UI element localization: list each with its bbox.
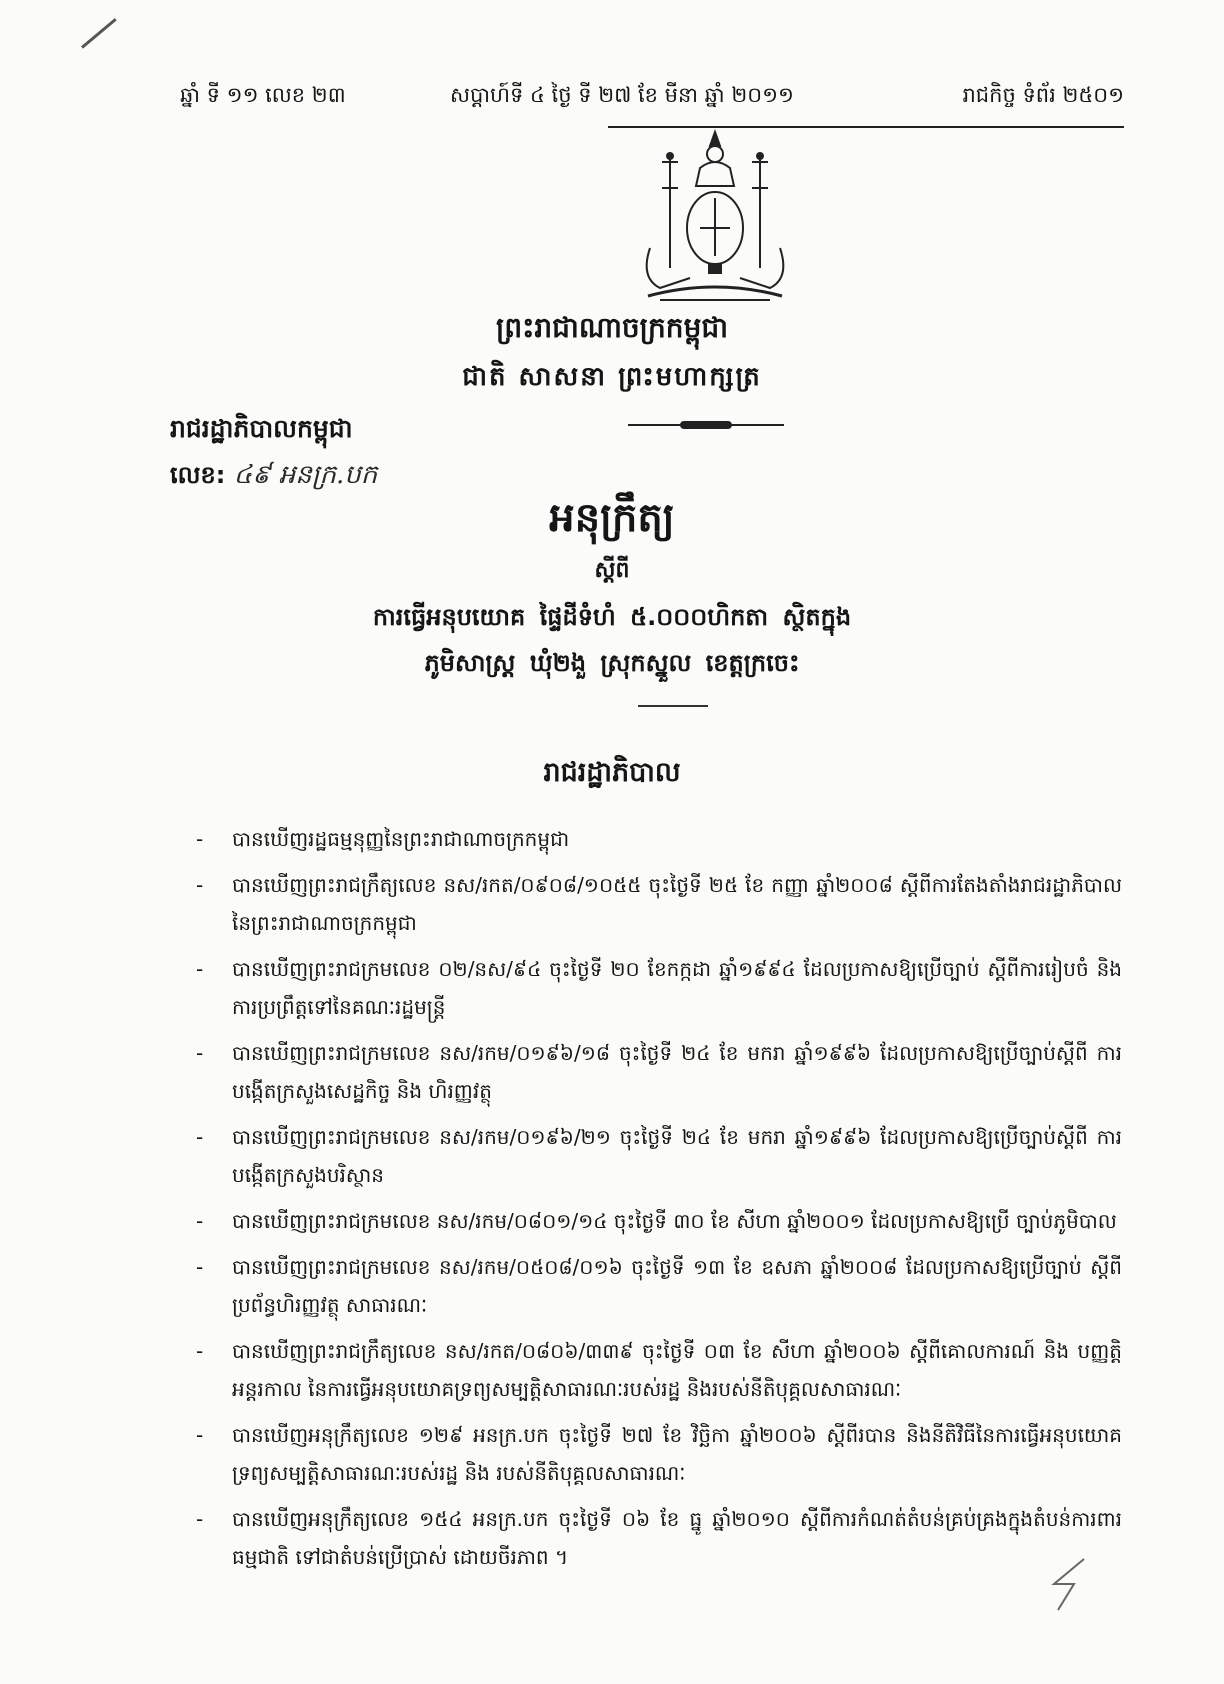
subject-line-1: ការធ្វើអនុបយោគ ផ្ទៃដីទំហំ ៥.០០០ហិកតា ស្ថិតក្នុង [372,603,852,631]
clause-item: - បានឃើញអនុក្រឹត្យលេខ ១៥៤ អនក្រ.បក ចុះថ្ងៃទី ០៦ ខែ ធ្នូ ឆ្នាំ២០១០ ស្តីពីការកំណត់តំបន់គ្រប់គ្រងក្នុងតំបន់ការពារ ធម្មជាតិ ទៅជាតំបន់ប្រើប្រាស់ ដោយចីរភាព ។ [232,1500,1122,1576]
header-date: សប្តាហ៍ទី ៤ ថ្ងៃ ទី ២៧ ខែ មីនា ឆ្នាំ ២០១១ [450,83,794,107]
document-type-title: អនុក្រឹត្យ [549,495,675,541]
clause-item: - បានឃើញព្រះរាជក្រឹត្យលេខ នស/រកត/០៩០៨/១០៥៥ ចុះថ្ងៃទី ២៥ ខែ កញ្ញា ឆ្នាំ២០០៨ ស្តីពីការតែងតាំងរាជរដ្ឋាភិបាល នៃព្រះរាជាណាចក្រកម្ពុជា [232,866,1122,942]
motto-divider [628,424,784,426]
header-issue: ឆ្នាំ ទី ១១ លេខ ២៣ [180,83,346,107]
clause-item: - បានឃើញព្រះរាជក្រមលេខ នស/រកម/០៥០៨/០១៦ ចុះថ្ងៃទី ១៣ ខែ ឧសភា ឆ្នាំ២០០៨ ដែលប្រកាសឱ្យប្រើច្បាប់ ស្តីពីប្រព័ន្ធហិរញ្ញវត្ថុ សាធារណៈ [232,1248,1122,1324]
clause-item: - បានឃើញអនុក្រឹត្យលេខ ១២៩ អនក្រ.បក ចុះថ្ងៃទី ២៧ ខែ វិច្ឆិកា ឆ្នាំ២០០៦ ស្តីពីរបាន និងនីតិវិធីនៃការធ្វើអនុបយោគ ទ្រព្យសម្បត្តិសាធារណៈរបស់រដ្ឋ និង របស់នីតិបុគ្គលសាធារណៈ [232,1416,1122,1492]
preamble-clauses [232,820,1122,1584]
national-motto: ជាតិ សាសនា ព្រះមហាក្សត្រ [462,362,762,392]
royal-coat-of-arms-icon [630,128,800,306]
issuing-authority: រាជរដ្ឋាភិបាលកម្ពុជា [170,414,353,443]
subject-line-2: ភូមិសាស្ត្រ ឃុំ២ងួ ស្រុកស្នួល ខេត្តក្រចេះ [424,649,800,677]
clause-item: - បានឃើញព្រះរាជក្រឹត្យលេខ នស/រកត/០៨០៦/៣៣៩ ចុះថ្ងៃទី ០៣ ខែ សីហា ឆ្នាំ២០០៦ ស្តីពីគោលការណ៍ និង បញ្ញត្តិអន្តរកាល នៃការធ្វើអនុបយោគទ្រព្យសម្បត្តិសាធារណៈរបស់រដ្ឋ និងរបស់នីតិបុគ្គលសាធារណៈ [232,1332,1122,1408]
government-heading: រាជរដ្ឋាភិបាល [543,757,681,788]
gazette-header [180,82,1124,118]
document-number [170,458,377,496]
clause-item: - បានឃើញព្រះរាជក្រមលេខ នស/រកម/០៨០១/១៤ ចុះថ្ងៃទី ៣០ ខែ សីហា ឆ្នាំ២០០១ ដែលប្រកាសឱ្យប្រើ ច្បាប់ភូមិបាល [232,1202,1122,1240]
number-label: លេខ: [170,461,226,489]
pen-mark [81,18,117,49]
header-page: រាជកិច្ច ទំព័រ ២៥០១ [962,83,1124,107]
clause-item: - បានឃើញរដ្ឋធម្មនុញ្ញនៃព្រះរាជាណាចក្រកម្ពុជា [232,820,1122,858]
concerning-label: ស្តីពី [594,558,630,583]
number-value: ៤៩ អនក្រ.បក [233,460,378,490]
clause-item: - បានឃើញព្រះរាជក្រមលេខ នស/រកម/០១៩៦/១៨ ចុះថ្ងៃទី ២៤ ខែ មករា ឆ្នាំ១៩៩៦ ដែលប្រកាសឱ្យប្រើច្បាប់ស្តីពី ការបង្កើតក្រសួងសេដ្ឋកិច្ច និង ហិរញ្ញវត្ថុ [232,1034,1122,1110]
clause-item: - បានឃើញព្រះរាជក្រមលេខ ០២/នស/៩៤ ចុះថ្ងៃទី ២០ ខែកក្កដា ឆ្នាំ១៩៩៤ ដែលប្រកាសឱ្យប្រើច្បាប់ ស្តីពីការរៀបចំ និង ការប្រព្រឹត្តទៅនៃគណៈរដ្ឋមន្ត្រី [232,950,1122,1026]
kingdom-title: ព្រះរាជាណាចក្រកម្ពុជា [495,311,728,344]
subject-divider [638,705,708,707]
clause-item: - បានឃើញព្រះរាជក្រមលេខ នស/រកម/០១៩៦/២១ ចុះថ្ងៃទី ២៤ ខែ មករា ឆ្នាំ១៩៩៦ ដែលប្រកាសឱ្យប្រើច្បាប់ស្តីពី ការបង្កើតក្រសួងបរិស្ថាន [232,1118,1122,1194]
initial-mark-icon [1044,1554,1104,1614]
